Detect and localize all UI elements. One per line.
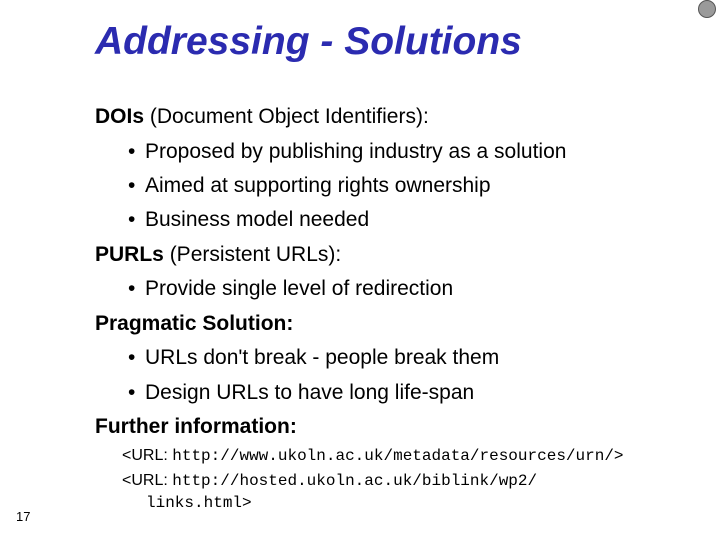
- bullet-item: • Aimed at supporting rights ownership: [128, 174, 491, 197]
- url-reference-2-continuation[interactable]: links.html>: [146, 494, 252, 512]
- url-reference-2[interactable]: <URL: http://hosted.ukoln.ac.uk/biblink/wp2/: [122, 472, 538, 490]
- section-heading-further-info: Further information:: [95, 415, 297, 438]
- corner-circle-icon: [698, 0, 716, 18]
- bullet-item: • Provide single level of redirection: [128, 277, 454, 300]
- slide-title: Addressing - Solutions: [95, 20, 522, 63]
- url-reference-1[interactable]: <URL: http://www.ukoln.ac.uk/metadata/resources/urn/>: [122, 447, 624, 465]
- bullet-item: • URLs don't break - people break them: [128, 346, 500, 369]
- section-heading-dois: DOIs (Document Object Identifiers):: [95, 105, 429, 128]
- bullet-item: • Business model needed: [128, 208, 370, 231]
- slide-number: 17: [16, 509, 31, 524]
- bullet-item: • Proposed by publishing industry as a solution: [128, 140, 567, 163]
- section-heading-pragmatic: Pragmatic Solution:: [95, 312, 294, 335]
- bullet-item: • Design URLs to have long life-span: [128, 381, 475, 404]
- section-heading-purls: PURLs (Persistent URLs):: [95, 243, 342, 266]
